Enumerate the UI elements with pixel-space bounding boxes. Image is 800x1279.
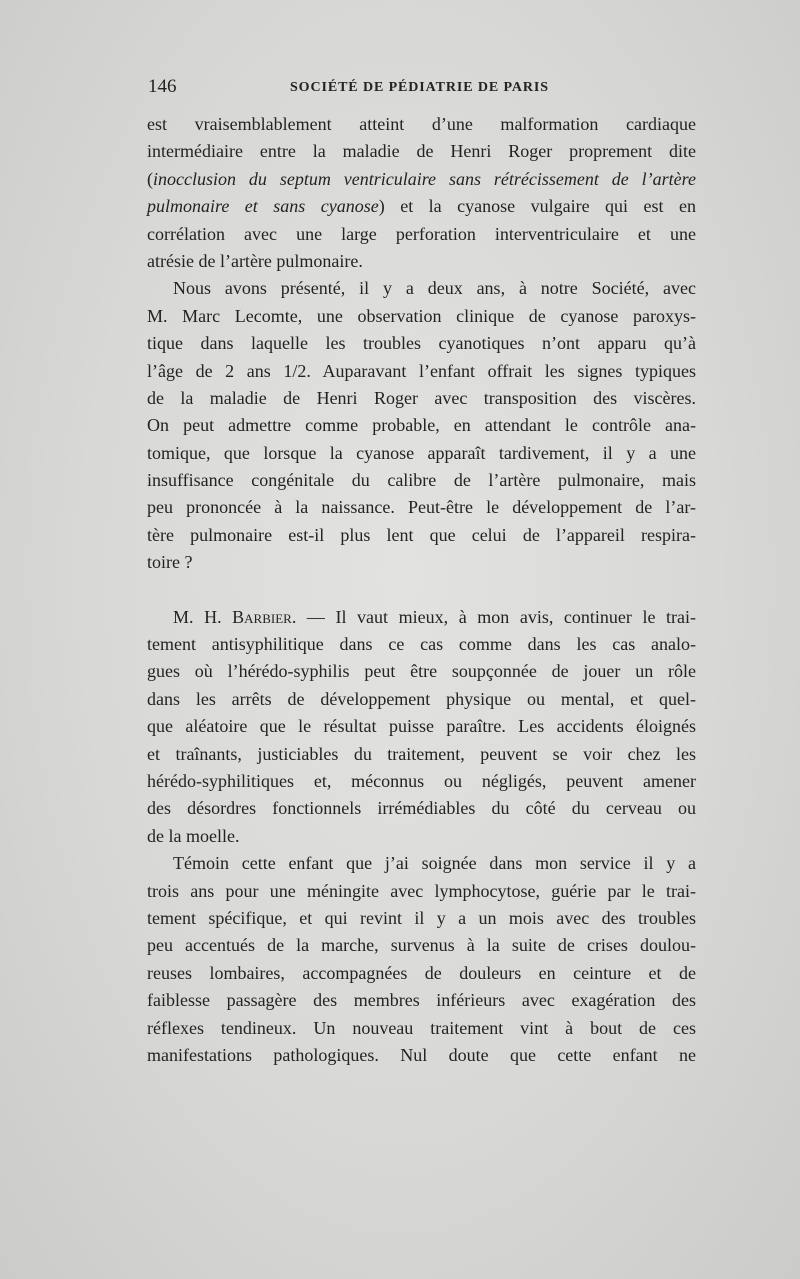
body-text <box>147 111 696 1069</box>
text-line: tement antisyphilitique dans ce cas comme dans les cas analo- <box>147 634 696 655</box>
text-span: ( <box>147 168 153 189</box>
text-line: est vraisemblablement atteint d’une malformation cardiaque <box>147 114 696 134</box>
text-line: dans les arrêts de développement physique ou mental, et quel- <box>147 688 696 709</box>
text-span: . — Il vaut mieux, à mon avis, continuer le trai- <box>291 606 696 627</box>
text-line: tère pulmonaire est-il plus lent que celui de l’appareil respira- <box>147 524 696 545</box>
text-line: corrélation avec une large perforation interventriculaire et une <box>147 223 696 244</box>
text-line: manifestations pathologiques. Nul doute que cette enfant ne <box>147 1044 696 1065</box>
text-line <box>147 193 696 220</box>
text-line: tomique, que lorsque la cyanose apparaît tardivement, il y a une <box>147 442 696 463</box>
text-line: tique dans laquelle les troubles cyanotiques n’ont apparu qu’à <box>147 333 696 354</box>
text-line: gues où l’hérédo-syphilis peut être soupçonnée de jouer un rôle <box>147 661 696 682</box>
text-line: que aléatoire que le résultat puisse paraître. Les accidents éloignés <box>147 716 696 737</box>
speaker-prefix: M. H. <box>173 606 233 627</box>
text-line: des désordres fonctionnels irrémédiables du côté du cerveau ou <box>147 798 696 819</box>
text-line: M. Marc Lecomte, une observation clinique de cyanose paroxys- <box>147 305 696 326</box>
text-line: insuffisance congénitale du calibre de l’artère pulmonaire, mais <box>147 470 696 491</box>
text-line: atrésie de l’artère pulmonaire. <box>147 250 363 271</box>
paragraph-3 <box>147 604 696 851</box>
text-line: réflexes tendineux. Un nouveau traitement vint à bout de ces <box>147 1017 696 1038</box>
text-line: Nous avons présenté, il y a deux ans, à notre Société, avec <box>173 278 696 299</box>
text-line: intermédiaire entre la maladie de Henri Roger proprement dite <box>147 141 696 162</box>
page-number: 146 <box>148 76 177 97</box>
text-line <box>147 166 696 193</box>
paragraph-1 <box>147 111 696 275</box>
text-line: On peut admettre comme probable, en attendant le contrôle ana- <box>147 415 696 436</box>
paragraph-gap <box>147 577 696 604</box>
text-line: de la moelle. <box>147 825 240 846</box>
text-line: reuses lombaires, accompagnées de douleurs en ceinture et de <box>147 962 696 983</box>
text-line: hérédo-syphilitiques et, méconnus ou négligés, peuvent amener <box>147 770 696 791</box>
speaker-name: Barbier <box>232 606 292 627</box>
text-line: tement spécifique, et qui revint il y a un mois avec des troubles <box>147 907 696 928</box>
text-line: et traînants, justiciables du traitement, peuvent se voir chez les <box>147 743 696 764</box>
text-line: de la maladie de Henri Roger avec transposition des viscères. <box>147 387 696 408</box>
text-line: peu prononcée à la naissance. Peut-être le développement de l’ar- <box>147 497 696 518</box>
page-header <box>148 76 696 102</box>
text-line <box>147 604 696 631</box>
italic-text: pulmonaire et sans cyanose <box>147 196 379 217</box>
text-line: l’âge de 2 ans 1/2. Auparavant l’enfant offrait les signes typiques <box>147 360 696 381</box>
text-line: trois ans pour une méningite avec lymphocytose, guérie par le trai- <box>147 880 696 901</box>
paragraph-4 <box>147 850 696 1069</box>
text-line: faiblesse passagère des membres inférieurs avec exagération des <box>147 990 696 1011</box>
text-line: Témoin cette enfant que j’ai soignée dans mon service il y a <box>173 853 696 874</box>
text-line: toire ? <box>147 552 193 573</box>
text-span: ) et la cyanose vulgaire qui est en <box>378 196 696 217</box>
text-line: peu accentués de la marche, survenus à la suite de crises doulou- <box>147 935 696 956</box>
paragraph-2 <box>147 275 696 576</box>
italic-text: inocclusion du septum ventriculaire sans rétrécissement de l’artère <box>153 168 696 189</box>
running-head: SOCIÉTÉ DE PÉDIATRIE DE PARIS <box>290 80 549 95</box>
